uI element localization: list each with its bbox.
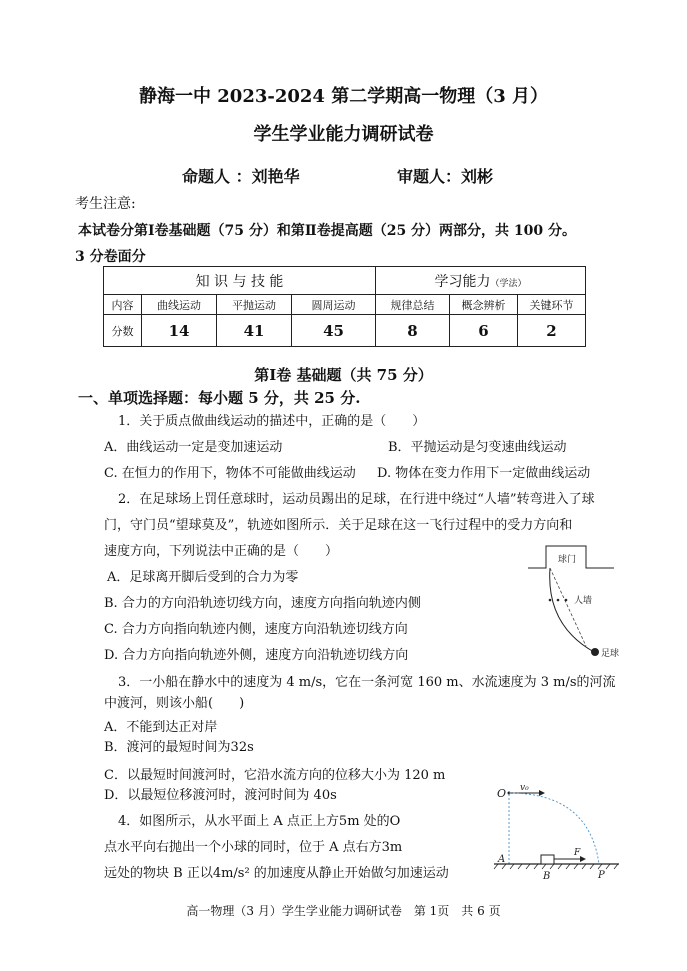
row-label-score: 分数	[104, 315, 142, 347]
score-cell: 14	[142, 315, 217, 347]
notice-line2: 3 分卷面分	[75, 249, 146, 265]
wall-label: 人墙	[574, 596, 593, 606]
column-header: 圆周运动	[292, 295, 376, 315]
block-b	[541, 855, 554, 864]
trajectory-dashed	[550, 568, 586, 646]
force-arrowhead	[580, 856, 586, 862]
q1-option-a: A．曲线运动一定是变加速运动	[104, 440, 283, 455]
score-cell: 41	[217, 315, 292, 347]
notice-line1: 本试卷分第Ⅰ卷基础题（75 分）和第Ⅱ卷提高题（25 分）两部分，共 100 分。	[78, 223, 577, 239]
q4-line3: 远处的物块 B 正以4m/s² 的加速度从静止开始做匀加速运动	[104, 866, 449, 881]
goal-label: 球门	[558, 555, 577, 565]
paper-title: 静海一中 2023-2024 第二学期高一物理（3 月）	[139, 86, 548, 107]
column-header: 平抛运动	[217, 295, 292, 315]
ball-icon	[591, 648, 599, 656]
point-p-label: P	[598, 870, 605, 881]
reviewer: 审题人：刘彬	[397, 167, 494, 186]
paper-subtitle: 学生学业能力调研试卷	[253, 124, 434, 145]
group-knowledge: 知 识 与 技 能	[104, 267, 376, 295]
q3-option-b: B．渡河的最短时间为32s	[104, 740, 254, 755]
q2-option-d: D. 合力方向指向轨迹外侧，速度方向沿轨迹切线方向	[104, 648, 409, 663]
q4-line1: 4．如图所示，从水平面上 A 点正上方5m 处的O	[118, 814, 401, 829]
score-cell: 45	[292, 315, 376, 347]
author: 命题人 ：刘艳华	[182, 167, 300, 186]
point-b-label: B	[543, 871, 551, 882]
notice-label: 考生注意:	[75, 196, 136, 212]
column-header: 曲线运动	[142, 295, 217, 315]
velocity-arrowhead	[539, 790, 545, 796]
q2-option-b: B. 合力的方向沿轨迹切线方向，速度方向指向轨迹内侧	[104, 596, 421, 611]
score-cell: 6	[450, 315, 518, 347]
ball-trajectory	[550, 568, 594, 652]
wall-dot	[557, 599, 560, 602]
score-cell: 8	[376, 315, 450, 347]
q2-stem-line3: 速度方向，下列说法中正确的是（ ）	[104, 544, 339, 559]
q2-figure	[528, 540, 618, 665]
wall-dot	[549, 599, 552, 602]
column-header: 概念辨析	[450, 295, 518, 315]
column-header: 规律总结	[376, 295, 450, 315]
ground-hatch	[494, 864, 618, 869]
point-a-label: A	[498, 854, 506, 865]
v0-label: v₀	[520, 783, 529, 793]
section-heading: 一、单项选择题：每小题 5 分，共 25 分.	[78, 389, 361, 407]
point-o-label: O	[497, 787, 507, 800]
q2-stem-line2: 门，守门员“望球莫及”，轨迹如图所示．关于足球在这一飞行过程中的受力方向和	[104, 518, 573, 533]
q3-option-c: C．以最短时间渡河时，它沿水流方向的位移大小为 120 m	[104, 768, 446, 783]
group-ability-note: （学法）	[490, 278, 527, 289]
q3-option-d: D．以最短位移渡河时，渡河时间为 40s	[104, 788, 337, 803]
q1-option-c: C. 在恒力的作用下，物体不可能做曲线运动	[104, 466, 356, 481]
ball-label: 足球	[601, 649, 620, 659]
q4-line2: 点水平向右抛出一个小球的同时，位于 A 点右方3m	[104, 840, 403, 855]
page-footer: 高一物理（3 月）学生学业能力调研试卷 第 1页 共 6 页	[186, 904, 501, 918]
row-label-content: 内容	[104, 295, 142, 315]
q2-option-a: A．足球离开脚后受到的合力为零	[107, 570, 299, 585]
score-cell: 2	[518, 315, 586, 347]
column-header: 关键环节	[518, 295, 586, 315]
q1-option-d: D. 物体在变力作用下一定做曲线运动	[377, 466, 591, 481]
author-line	[182, 164, 494, 187]
q1-option-b: B．平抛运动是匀变速曲线运动	[388, 440, 567, 455]
q3-option-a: A．不能到达正对岸	[104, 720, 218, 735]
force-label: F	[574, 848, 581, 858]
group-ability-label: 学习能力	[434, 273, 491, 290]
score-table	[103, 266, 586, 347]
wall-dot	[565, 599, 568, 602]
group-ability	[376, 267, 586, 295]
projectile-path	[509, 793, 599, 864]
q2-stem-line1: 2．在足球场上罚任意球时，运动员踢出的足球，在行进中绕过“人墙”转弯进入了球	[118, 492, 595, 507]
q1-stem: 1．关于质点做曲线运动的描述中，正确的是（ ）	[118, 414, 426, 429]
q2-option-c: C. 合力方向指向轨迹内侧，速度方向沿轨迹切线方向	[104, 622, 408, 637]
q4-figure	[494, 782, 624, 882]
q3-stem-line1: 3．一小船在静水中的速度为 4 m/s，它在一条河宽 160 m、水流速度为 3 m/s的河流	[118, 675, 616, 690]
section-title: 第Ⅰ卷 基础题（共 75 分）	[254, 366, 433, 384]
q3-stem-line2: 中渡河，则该小船( )	[104, 696, 245, 711]
